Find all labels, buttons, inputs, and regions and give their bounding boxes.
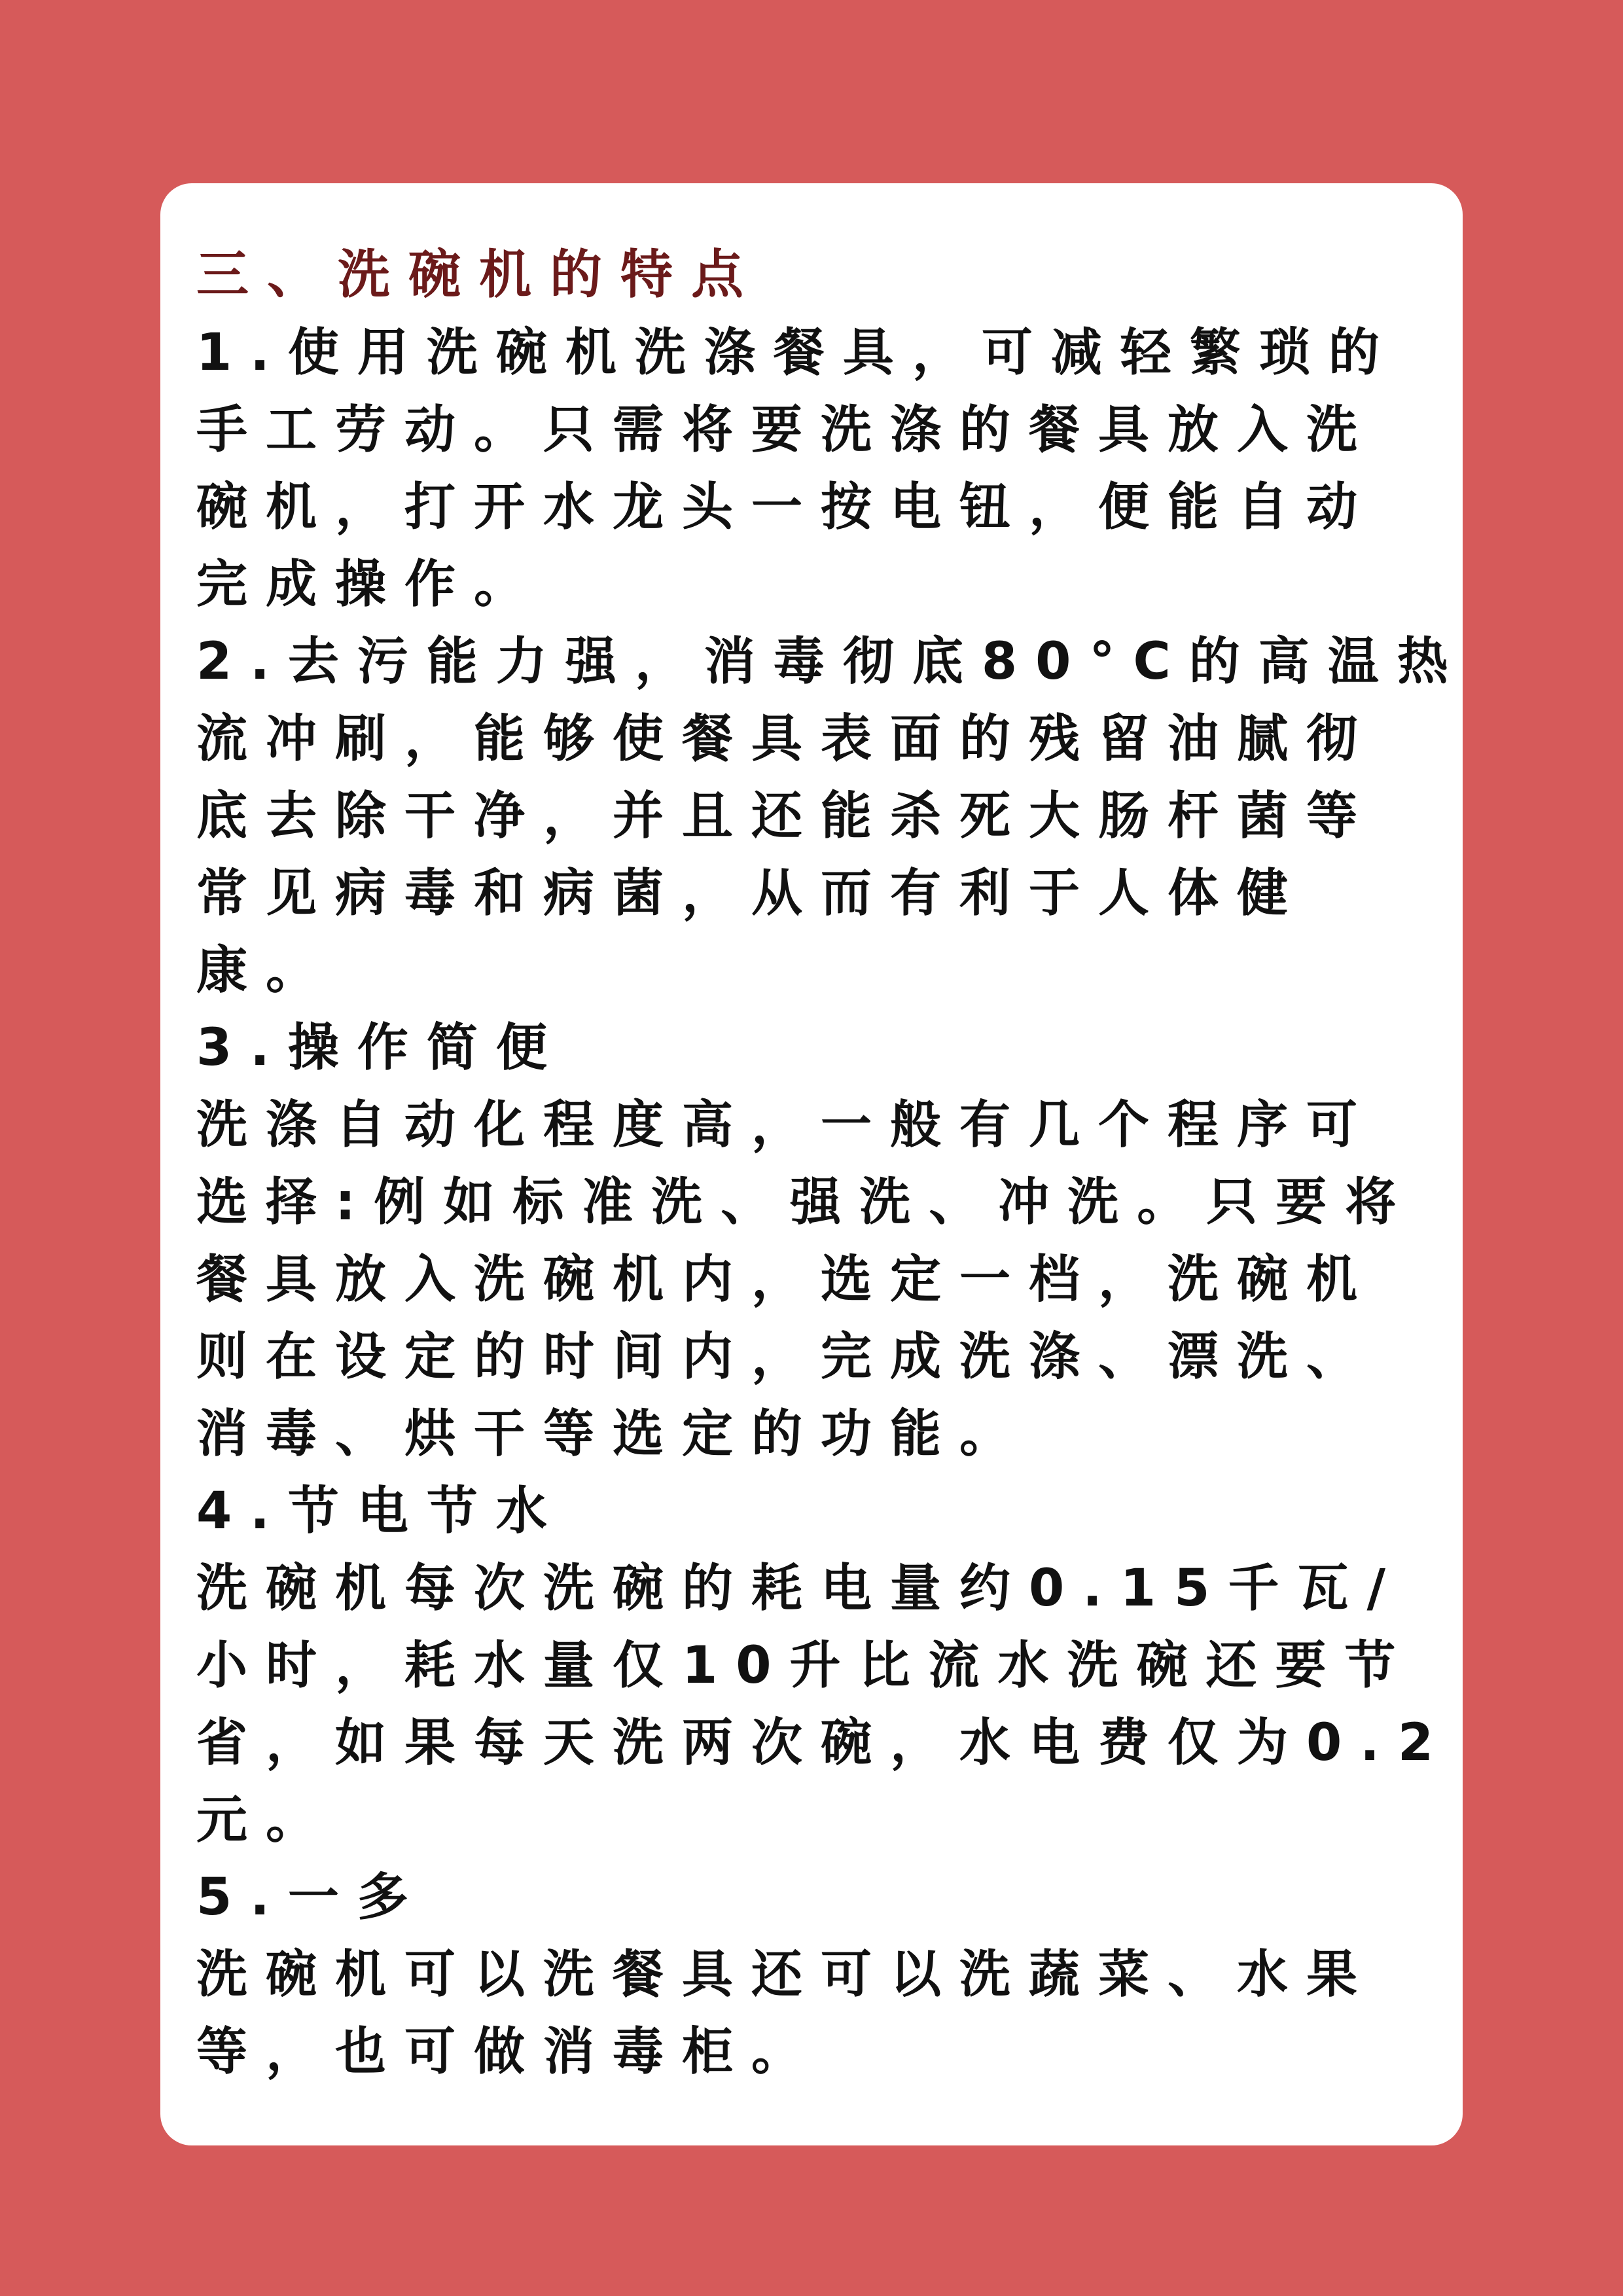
section-title: 三、洗碗机的特点 <box>196 244 762 305</box>
text-line: 流冲刷，能够使餐具表面的残留油腻彻 <box>196 709 1376 768</box>
text-line: 3.操作简便 <box>196 1018 565 1077</box>
text-line: 康。 <box>196 941 336 1000</box>
text-line: 洗碗机每次洗碗的耗电量约0.15千瓦/ <box>196 1559 1404 1618</box>
text-line: 小时，耗水量仅10升比流水洗碗还要节 <box>196 1636 1414 1695</box>
text-line: 元。 <box>196 1791 336 1850</box>
body-text <box>196 314 1467 2090</box>
text-line: 4.节电节水 <box>196 1482 565 1541</box>
text-line: 底去除干净，并且还能杀死大肠杆菌等 <box>196 787 1376 846</box>
text-line: 完成操作。 <box>196 555 544 614</box>
text-line: 5.一多 <box>196 1868 427 1927</box>
text-line: 省，如果每天洗两次碗，水电费仅为0.2 <box>196 1713 1452 1772</box>
text-line: 餐具放入洗碗机内，选定一档，洗碗机 <box>196 1250 1376 1309</box>
document-content <box>196 236 1467 2090</box>
text-line: 洗碗机可以洗餐具还可以洗蔬菜、水果 <box>196 1945 1376 2004</box>
text-line: 消毒、烘干等选定的功能。 <box>196 1405 1029 1463</box>
text-line: 2.去污能力强，消毒彻底80°C的高温热 <box>196 632 1467 691</box>
text-line: 洗涤自动化程度高，一般有几个程序可 <box>196 1096 1376 1155</box>
text-line: 则在设定的时间内，完成洗涤、漂洗、 <box>196 1327 1376 1386</box>
text-line: 等，也可做消毒柜。 <box>196 2022 821 2081</box>
text-line: 1.使用洗碗机洗涤餐具，可减轻繁琐的 <box>196 323 1398 382</box>
text-line: 常见病毒和病菌，从而有利于人体健 <box>196 864 1307 923</box>
text-line: 碗机，打开水龙头一按电钮，便能自动 <box>196 478 1376 537</box>
text-line: 手工劳动。只需将要洗涤的餐具放入洗 <box>196 401 1376 459</box>
text-line: 选择:例如标准洗、强洗、冲洗。只要将 <box>196 1173 1415 1232</box>
